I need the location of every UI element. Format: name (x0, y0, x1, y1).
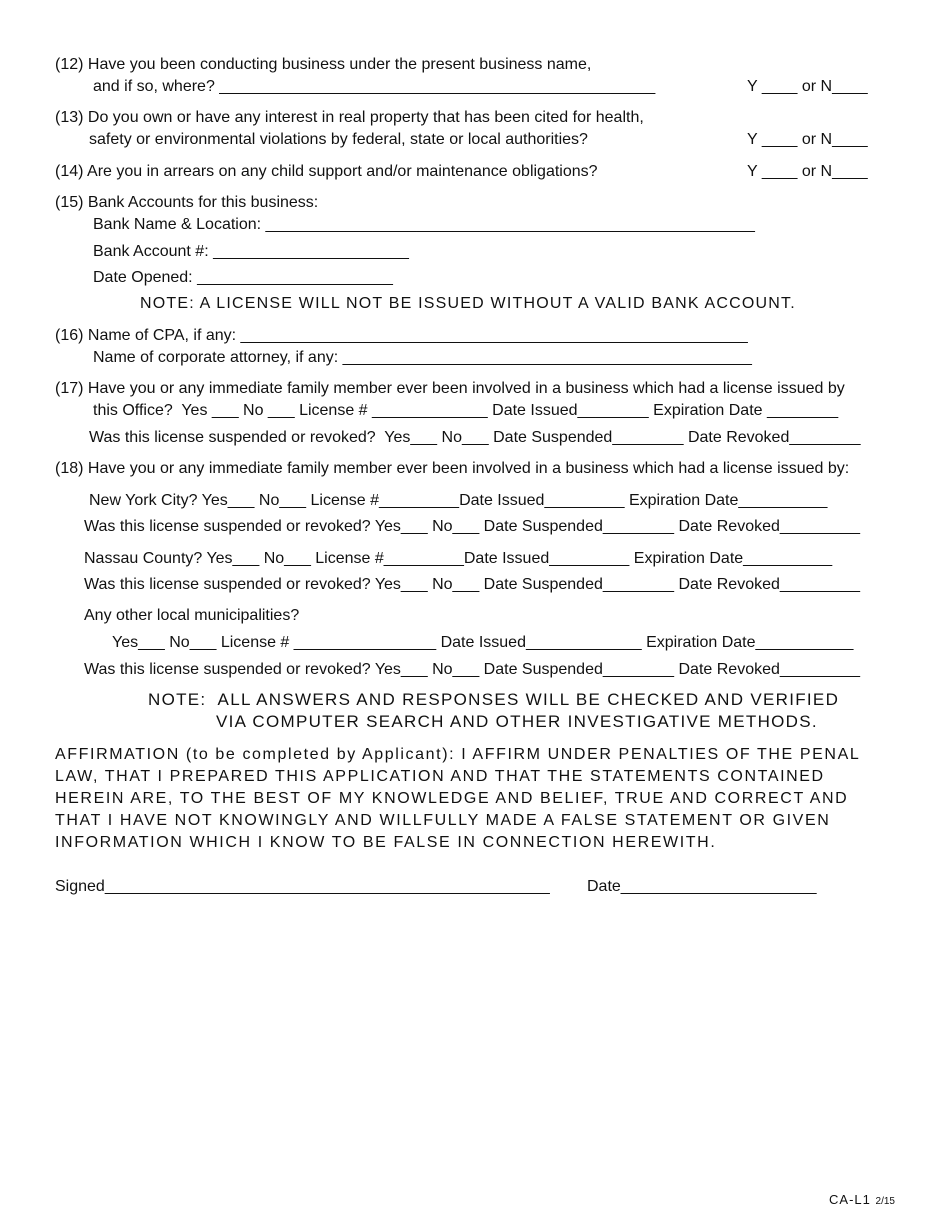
nyc-revoked-fields[interactable]: Was this license suspended or revoked? Yes___ No___ Date Suspended________ Date Revoked_________ (84, 518, 860, 535)
q13-label: (13) Do you own or have any interest in real property that has been cited for health, (55, 109, 644, 126)
other-revoked-fields[interactable]: Was this license suspended or revoked? Yes___ No___ Date Suspended________ Date Revoked_________ (84, 661, 860, 678)
nassau-revoked-fields[interactable]: Was this license suspended or revoked? Yes___ No___ Date Suspended________ Date Revoked_________ (84, 576, 860, 593)
verify-note-line1: NOTE: ALL ANSWERS AND RESPONSES WILL BE CHECKED AND VERIFIED (148, 690, 840, 709)
q14-yes-no-field[interactable]: Y ____ or N____ (747, 163, 868, 180)
signature-field[interactable]: Signed__________________________________________________ (55, 878, 550, 895)
q14-label: (14) Are you in arrears on any child support and/or maintenance obligations? (55, 163, 598, 180)
q12-yes-no-field[interactable]: Y ____ or N____ (747, 78, 868, 95)
nyc-license-fields[interactable]: New York City? Yes___ No___ License #_________Date Issued_________ Expiration Date__________ (89, 492, 828, 509)
q17-revoked-fields[interactable]: Was this license suspended or revoked? Yes___ No___ Date Suspended________ Date Revoked________ (89, 429, 861, 446)
other-license-fields[interactable]: Yes___ No___ License # ________________ Date Issued_____________ Expiration Date___________ (112, 634, 854, 651)
other-municipalities-label: Any other local municipalities? (84, 607, 300, 624)
attorney-name-field[interactable]: Name of corporate attorney, if any: ______________________________________________ (93, 349, 752, 366)
affirmation-text: AFFIRMATION (to be completed by Applicant): I AFFIRM UNDER PENALTIES OF THE PENAL LAW, THAT I PREPARED THIS APPLICATION AND THAT THE STATEMENTS CONTAINED HEREIN ARE, TO THE BEST OF MY KNOWLEDGE AND BELIEF, TRUE AND CORRECT AND THAT I HAVE NOT KNOWINGLY AND WILLFULLY MADE A FALSE STATEMENT OR GIVEN INFORMATION WHICH I KNOW TO BE FALSE IN CONNECTION HEREWITH. (55, 746, 860, 851)
bank-account-note: NOTE: A LICENSE WILL NOT BE ISSUED WITHOUT A VALID BANK ACCOUNT. (140, 295, 796, 312)
cpa-name-field[interactable]: (16) Name of CPA, if any: _________________________________________________________ (55, 327, 748, 344)
q12-label: (12) Have you been conducting business under the present business name, (55, 56, 592, 73)
nassau-license-fields[interactable]: Nassau County? Yes___ No___ License #_________Date Issued_________ Expiration Date__________ (84, 550, 833, 567)
q13-yes-no-field[interactable]: Y ____ or N____ (747, 131, 868, 148)
bank-name-field[interactable]: Bank Name & Location: _______________________________________________________ (93, 216, 755, 233)
form-footer (829, 1192, 895, 1207)
form-id: CA-L1 (829, 1192, 871, 1207)
q18-label: (18) Have you or any immediate family member ever been involved in a business which had a license issued by: (55, 460, 850, 477)
bank-account-field[interactable]: Bank Account #: ______________________ (93, 243, 409, 260)
form-revision: 2/15 (875, 1196, 895, 1207)
q12-where-field[interactable]: and if so, where? _________________________________________________ (93, 78, 656, 95)
signature-date-field[interactable]: Date______________________ (587, 878, 817, 895)
q15-label: (15) Bank Accounts for this business: (55, 194, 319, 211)
verify-note-line2: VIA COMPUTER SEARCH AND OTHER INVESTIGATIVE METHODS. (216, 712, 818, 731)
q17-license-fields[interactable]: this Office? Yes ___ No ___ License # _____________ Date Issued________ Expiration Date ________ (93, 402, 839, 419)
q17-label: (17) Have you or any immediate family member ever been involved in a business which had a license issued by (55, 380, 845, 397)
q13-label-cont: safety or environmental violations by federal, state or local authorities? (89, 131, 588, 148)
date-opened-field[interactable]: Date Opened: ______________________ (93, 269, 393, 286)
